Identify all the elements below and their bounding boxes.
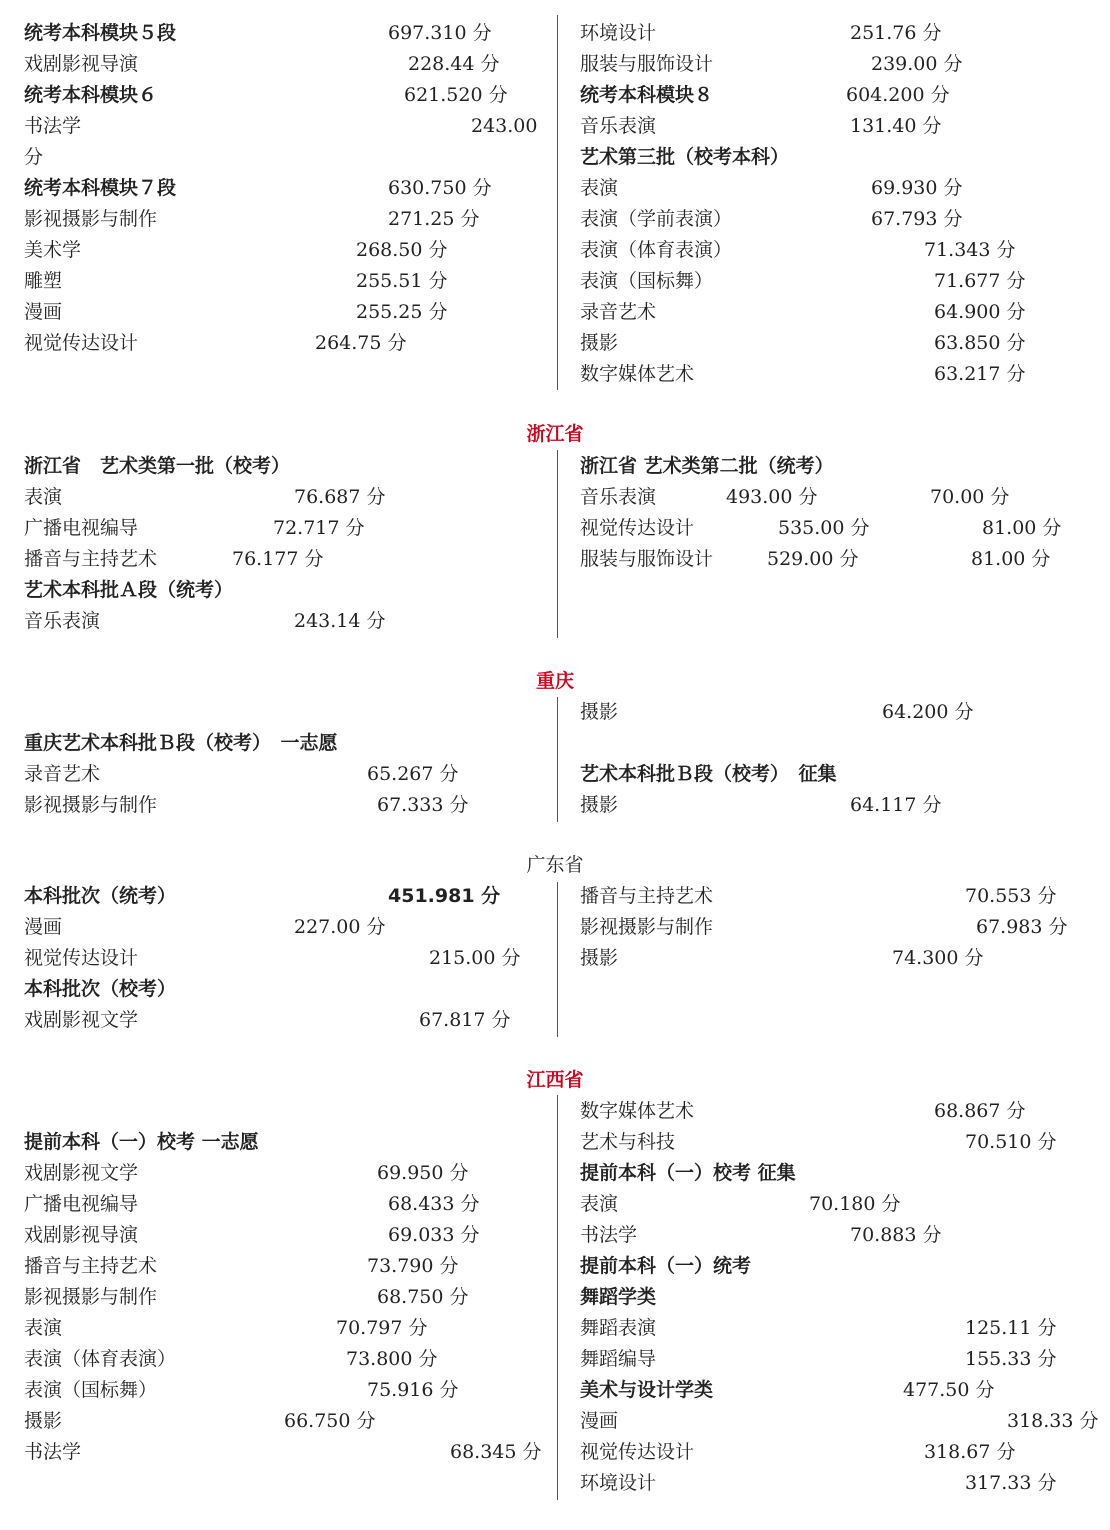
table-row-label: 艺术第三批（校考本科） [580,146,790,168]
table-row-value: 255.51 分 [356,270,448,292]
section-heading-chongqing: 重庆 [535,670,574,692]
table-row-value: 70.883 分 [850,1224,942,1246]
table-row-value: 69.950 分 [377,1162,469,1184]
table-row-value: 125.11 分 [965,1317,1057,1339]
table-row-value: 630.750 分 [388,177,492,199]
table-row-value: 68.750 分 [377,1286,469,1308]
table-row-value: 70.00 分 [930,486,1010,508]
table-row-value: 63.217 分 [934,363,1026,385]
table-row-label: 书法学 [24,1441,82,1463]
table-row-label: 音乐表演 [24,610,101,632]
table-row-label: 重庆艺术本科批Ｂ段（校考） 一志愿 [24,732,338,754]
table-row-label: 美术与设计学类 [580,1379,714,1401]
table-row-label: 提前本科（一）统考 [580,1255,752,1277]
table-row-value: 68.867 分 [934,1100,1026,1122]
table-row-label: 摄影 [580,701,619,723]
table-row-value: 73.790 分 [367,1255,459,1277]
table-row-label: 摄影 [24,1410,63,1432]
table-row-label: 影视摄影与制作 [24,1286,158,1308]
table-row-label: 统考本科模块７段 [24,177,177,199]
table-row-label: 浙江省 艺术类第二批（统考） [580,455,834,477]
table-row-value: 131.40 分 [850,115,942,137]
table-row-label: 艺术与科技 [580,1131,676,1153]
table-row-value: 76.687 分 [294,486,386,508]
table-row-label: 本科批次（统考） [24,885,177,907]
table-row-value: 228.44 分 [408,53,500,75]
table-row-label: 表演（体育表演） [580,239,733,261]
table-row-label: 舞蹈编导 [580,1348,657,1370]
table-row-value: 70.510 分 [965,1131,1057,1153]
table-row-value: 67.983 分 [976,916,1068,938]
table-row-label: 漫画 [24,916,63,938]
table-row-label: 浙江省 艺术类第一批（校考） [24,455,291,477]
table-row-label: 雕塑 [24,270,63,292]
table-row-label: 播音与主持艺术 [580,885,714,907]
table-row-label: 提前本科（一）校考 征集 [580,1162,796,1184]
table-row-label: 分 [24,146,44,168]
table-row-value: 69.930 分 [871,177,963,199]
table-row-value: 317.33 分 [965,1472,1057,1494]
column-divider [557,450,558,638]
table-row-label: 录音艺术 [580,301,657,323]
table-row-label: 播音与主持艺术 [24,1255,158,1277]
table-row-value: 81.00 分 [982,517,1062,539]
table-row-label: 美术学 [24,239,82,261]
table-row-label: 艺术本科批Ｂ段（校考） 征集 [580,763,837,785]
table-row-label: 影视摄影与制作 [24,794,158,816]
table-row-value: 251.76 分 [850,22,942,44]
table-row-value: 493.00 分 [726,486,818,508]
table-row-value: 76.177 分 [232,548,324,570]
table-row-label: 本科批次（校考） [24,978,177,1000]
table-row-label: 书法学 [580,1224,638,1246]
table-row-label: 环境设计 [580,1472,657,1494]
table-row-value: 71.343 分 [924,239,1016,261]
table-row-value: 697.310 分 [388,22,492,44]
table-row-value: 215.00 分 [429,947,521,969]
table-row-value: 63.850 分 [934,332,1026,354]
table-row-label: 播音与主持艺术 [24,548,158,570]
table-row-label: 戏剧影视文学 [24,1162,139,1184]
table-row-value: 318.33 分 [1007,1410,1099,1432]
table-row-value: 75.916 分 [367,1379,459,1401]
table-row-label: 表演（国标舞） [580,270,714,292]
table-row-label: 摄影 [580,947,619,969]
table-row-value: 451.981 分 [388,885,501,907]
table-row-value: 604.200 分 [846,84,950,106]
column-divider [557,15,558,390]
table-row-value: 477.50 分 [903,1379,995,1401]
table-row-label: 漫画 [580,1410,619,1432]
table-row-label: 戏剧影视导演 [24,1224,139,1246]
table-row-value: 68.433 分 [388,1193,480,1215]
table-row-label: 音乐表演 [580,115,657,137]
table-row-label: 影视摄影与制作 [580,916,714,938]
table-row-value: 529.00 分 [767,548,859,570]
table-row-value: 73.800 分 [346,1348,438,1370]
table-row-value: 66.750 分 [284,1410,376,1432]
table-row-label: 表演 [24,1317,63,1339]
table-row-label: 影视摄影与制作 [24,208,158,230]
table-row-label: 漫画 [24,301,63,323]
table-row-label: 服装与服饰设计 [580,548,714,570]
table-row-label: 戏剧影视文学 [24,1009,139,1031]
table-row-value: 243.14 分 [294,610,386,632]
section-heading-jiangxi: 江西省 [526,1069,584,1091]
table-row-label: 广播电视编导 [24,1193,139,1215]
table-row-label: 统考本科模块８ [580,84,714,106]
table-row-label: 表演（国标舞） [24,1379,158,1401]
table-row-label: 环境设计 [580,22,657,44]
table-row-label: 表演 [580,177,619,199]
table-row-value: 70.797 分 [336,1317,428,1339]
column-divider [557,1095,558,1500]
table-row-value: 70.553 分 [965,885,1057,907]
table-row-value: 81.00 分 [971,548,1051,570]
table-row-label: 统考本科模块５段 [24,22,177,44]
table-row-value: 68.345 分 [450,1441,542,1463]
table-row-value: 239.00 分 [871,53,963,75]
table-row-value: 67.817 分 [419,1009,511,1031]
table-row-label: 统考本科模块６ [24,84,158,106]
table-row-value: 243.00 [471,115,538,137]
table-row-label: 视觉传达设计 [580,517,695,539]
table-row-value: 64.117 分 [850,794,942,816]
table-row-label: 表演（体育表演） [24,1348,177,1370]
table-row-label: 服装与服饰设计 [580,53,714,75]
table-row-label: 舞蹈表演 [580,1317,657,1339]
table-row-label: 书法学 [24,115,82,137]
table-row-value: 621.520 分 [404,84,508,106]
table-row-value: 535.00 分 [778,517,870,539]
section-heading-guangdong: 广东省 [526,854,584,876]
table-row-label: 数字媒体艺术 [580,1100,695,1122]
table-row-value: 72.717 分 [273,517,365,539]
table-row-label: 数字媒体艺术 [580,363,695,385]
table-row-value: 255.25 分 [356,301,448,323]
table-row-value: 74.300 分 [892,947,984,969]
table-row-value: 71.677 分 [934,270,1026,292]
table-row-label: 广播电视编导 [24,517,139,539]
table-row-label: 艺术本科批Ａ段（统考） [24,579,234,601]
table-row-label: 表演 [24,486,63,508]
table-row-label: 摄影 [580,794,619,816]
table-row-label: 舞蹈学类 [580,1286,657,1308]
table-row-value: 264.75 分 [315,332,407,354]
table-row-label: 视觉传达设计 [24,947,139,969]
table-row-label: 视觉传达设计 [580,1441,695,1463]
table-row-value: 69.033 分 [388,1224,480,1246]
table-row-value: 64.900 分 [934,301,1026,323]
table-row-label: 表演 [580,1193,619,1215]
table-row-label: 表演（学前表演） [580,208,733,230]
table-row-value: 65.267 分 [367,763,459,785]
table-row-value: 227.00 分 [294,916,386,938]
section-heading-zhejiang: 浙江省 [526,423,584,445]
table-row-label: 视觉传达设计 [24,332,139,354]
table-row-value: 155.33 分 [965,1348,1057,1370]
table-row-value: 67.793 分 [871,208,963,230]
table-row-label: 摄影 [580,332,619,354]
column-divider [557,697,558,822]
column-divider [557,882,558,1037]
table-row-value: 64.200 分 [882,701,974,723]
table-row-label: 录音艺术 [24,763,101,785]
table-row-value: 318.67 分 [924,1441,1016,1463]
table-row-value: 268.50 分 [356,239,448,261]
table-row-label: 提前本科（一）校考 一志愿 [24,1131,259,1153]
table-row-label: 戏剧影视导演 [24,53,139,75]
table-row-label: 音乐表演 [580,486,657,508]
table-row-value: 70.180 分 [809,1193,901,1215]
table-row-value: 67.333 分 [377,794,469,816]
table-row-value: 271.25 分 [388,208,480,230]
